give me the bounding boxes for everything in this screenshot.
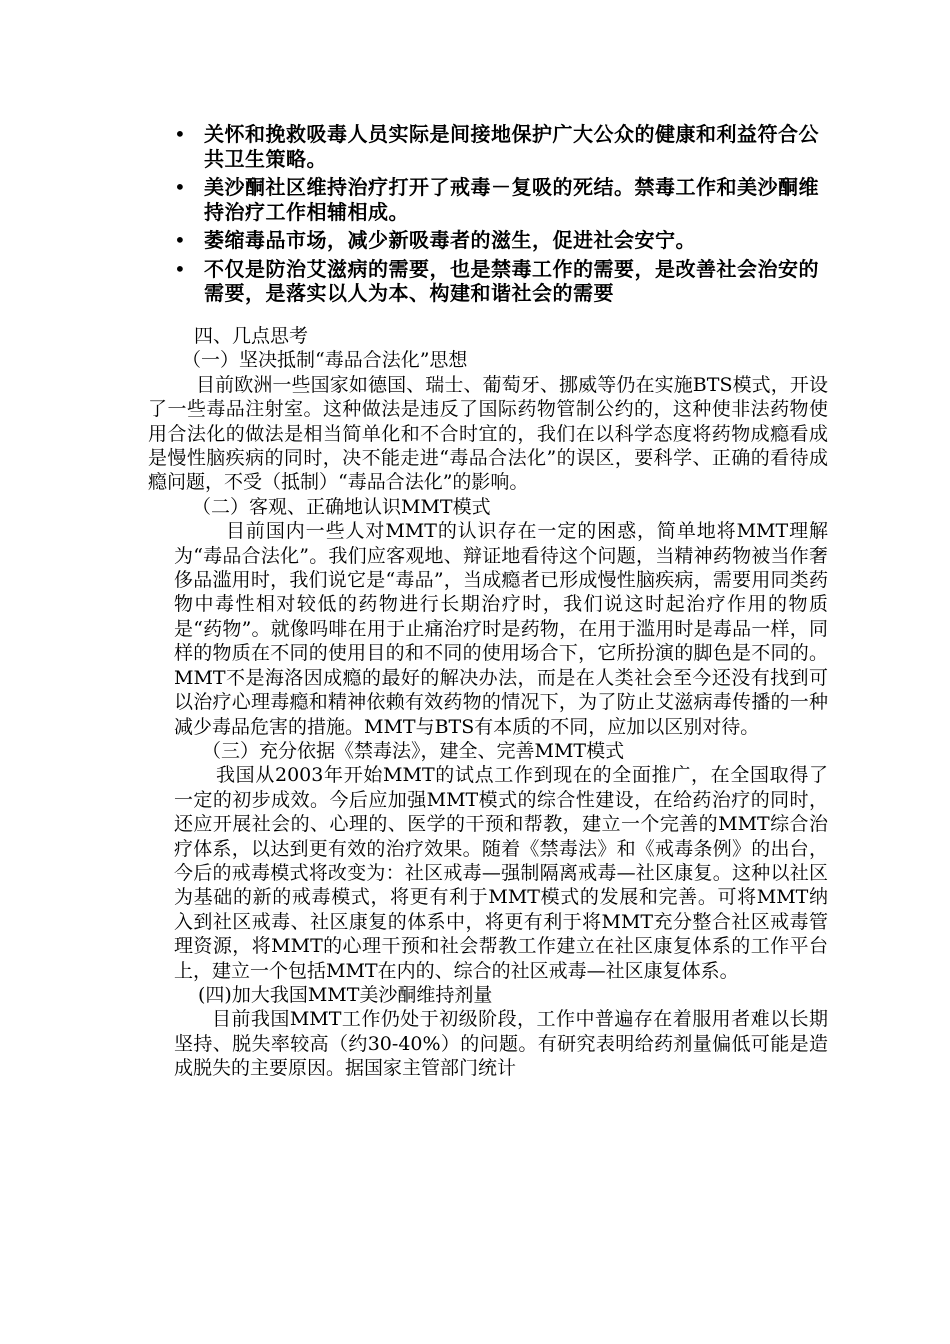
subsection-title-1: （一）坚决抵制“毒品合法化”思想 <box>182 349 468 372</box>
bullet-item <box>172 257 822 306</box>
bullet-text: 萎缩毒品市场，减少新吸毒者的滋生，促进社会安宁。 <box>204 228 696 252</box>
bullet-dot-icon: • <box>174 175 187 199</box>
subsection-title-2: （二）客观、正确地认识MMT模式 <box>192 495 491 518</box>
paragraph-3: 我国从2003年开始MMT的试点工作到现在的全面推广，在全国取得了一定的初步成效。今后应加强MMT模式的综合性建设，在给药治疗的同时，还应开展社会的、心理的、医学的干预和帮教，建立一个完善的MMT综合治疗体系，以达到更有效的治疗效果。随着《禁毒法》和《戒毒条例》的出台，今后的戒毒模式将改变为：社区戒毒—强制隔离戒毒—社区康复。这种以社区为基础的新的戒毒模式，将更有利于MMT模式的发展和完善。可将MMT纳入到社区戒毒、社区康复的体系中，将更有利于将MMT充分整合社区戒毒管理资源，将MMT的心理干预和社会帮教工作建立在社区康复体系的工作平台上，建立一个包括MMT在内的、综合的社区戒毒—社区康复体系。 <box>174 764 828 982</box>
subsection-title-3: （三）充分依据《禁毒法》，建全、完善MMT模式 <box>202 739 625 762</box>
bullet-item <box>172 122 822 171</box>
section-title: 四、几点思考 <box>194 325 309 347</box>
paragraph-1: 目前欧洲一些国家如德国、瑞士、葡萄牙、挪威等仍在实施BTS模式，开设了一些毒品注射室。这种做法是违反了国际药物管制公约的，这种使非法药物使用合法化的做法是相当简单化和不合时宜的，我们在以科学态度将药物成瘾看成是慢性脑疾病的同时，决不能走进“毒品合法化”的误区，要科学、正确的看待成瘾问题，不受（抵制）“毒品合法化”的影响。 <box>148 373 828 494</box>
paragraph-2: 目前国内一些人对MMT的认识存在一定的困惑，简单地将MMT理解为“毒品合法化”。我们应客观地、辩证地看待这个问题，当精神药物被当作奢侈品滥用时，我们说它是“毒品”，当成瘾者已形成慢性脑疾病，需要用同类药物中毒性相对较低的药物进行长期治疗时，我们说这时起治疗作用的物质是“药物”。就像吗啡在用于止痛治疗时是药物，在用于滥用时是毒品一样，同样的物质在不同的使用目的和不同的使用场合下，它所扮演的脚色是不同的。MMT不是海洛因成瘾的最好的解决办法，而是在人类社会至今还没有找到可以治疗心理毒瘾和精神依赖有效药物的情况下，为了防止艾滋病毒传播的一种减少毒品危害的措施。MMT与BTS有本质的不同，应加以区别对待。 <box>174 520 828 738</box>
bullet-dot-icon: • <box>174 228 187 252</box>
document-body <box>148 324 828 1081</box>
bullet-item <box>172 228 822 253</box>
bullet-text: 美沙酮社区维持治疗打开了戒毒－复吸的死结。禁毒工作和美沙酮维持治疗工作相辅相成。 <box>204 175 819 224</box>
bullet-text: 不仅是防治艾滋病的需要，也是禁毒工作的需要，是改善社会治安的需要，是落实以人为本、构建和谐社会的需要 <box>204 256 819 305</box>
bullet-text: 关怀和挽救吸毒人员实际是间接地保护广大公众的健康和利益符合公共卫生策略。 <box>204 122 819 171</box>
subsection-title-4: (四)加大我国MMT美沙酮维持剂量 <box>198 983 493 1006</box>
paragraph-4: 目前我国MMT工作仍处于初级阶段，工作中普遍存在着服用者难以长期坚持、脱失率较高（约30-40%）的问题。有研究表明给药剂量偏低可能是造成脱失的主要原因。据国家主管部门统计 <box>174 1008 828 1080</box>
bullet-list <box>172 122 822 310</box>
bullet-dot-icon: • <box>174 122 187 146</box>
bullet-dot-icon: • <box>174 256 187 281</box>
bullet-item <box>172 175 822 224</box>
